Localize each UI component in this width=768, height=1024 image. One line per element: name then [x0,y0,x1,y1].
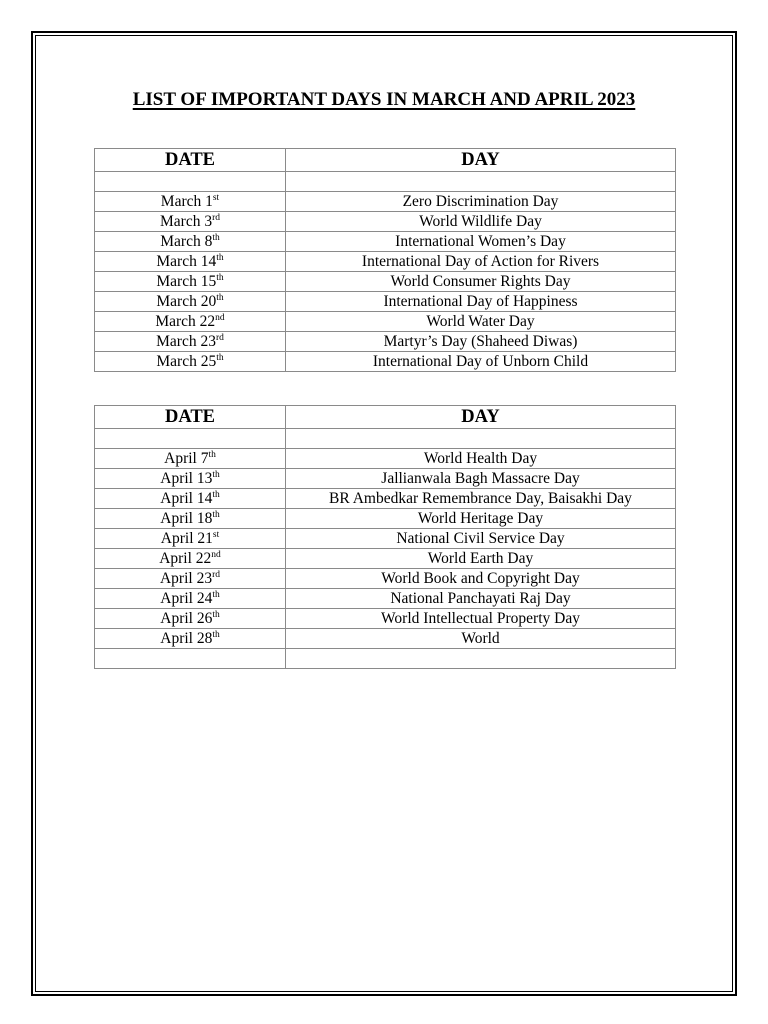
ordinal-suffix: th [212,509,220,520]
ordinal-suffix: th [212,469,220,480]
ordinal-suffix: st [212,192,220,203]
date-cell [95,569,286,589]
blank-cell [286,429,676,449]
day-cell: Martyr’s Day (Shaheed Diwas) [286,332,676,352]
day-cell: Zero Discrimination Day [286,192,676,212]
day-cell: World Consumer Rights Day [286,272,676,292]
date-cell [95,192,286,212]
table-row [95,489,676,509]
date-text: March 22 [155,313,216,330]
blank-cell [95,172,286,192]
date-cell [95,272,286,292]
blank-row [95,172,676,192]
date-cell [95,629,286,649]
day-cell: International Day of Action for Rivers [286,252,676,272]
table-row [95,332,676,352]
table-row [95,252,676,272]
document-title: LIST OF IMPORTANT DAYS IN MARCH AND APRIL 2023 [132,89,636,110]
date-text: April 13 [160,470,213,487]
blank-cell [286,172,676,192]
table-header-row [95,149,676,172]
ordinal-suffix: th [216,252,224,263]
date-text: April 24 [160,590,213,607]
date-text: March 1 [160,193,213,210]
table-row [95,469,676,489]
day-cell: World Book and Copyright Day [286,569,676,589]
date-cell [95,509,286,529]
table-row [95,509,676,529]
date-text: April 22 [159,550,212,567]
ordinal-suffix: rd [212,212,220,223]
date-cell [95,549,286,569]
blank-cell [286,649,676,669]
date-cell [95,489,286,509]
day-cell: World [286,629,676,649]
day-column-header: DAY [286,149,676,172]
ordinal-suffix: rd [215,332,224,343]
date-cell [95,212,286,232]
date-text: March 3 [160,213,213,230]
date-text: April 28 [160,630,213,647]
table-row [95,192,676,212]
ordinal-suffix: th [212,489,220,500]
date-column-header: DATE [95,149,286,172]
blank-row [95,429,676,449]
day-cell: International Day of Unborn Child [286,352,676,372]
day-column-header: DAY [286,406,676,429]
table-row [95,312,676,332]
date-column-header: DATE [95,406,286,429]
table-header-row [95,406,676,429]
table-row [95,232,676,252]
table-row [95,529,676,549]
ordinal-suffix: nd [211,549,221,560]
table-row [95,549,676,569]
table-row [95,272,676,292]
date-cell [95,332,286,352]
ordinal-suffix: th [208,449,216,460]
date-cell [95,609,286,629]
table-row [95,292,676,312]
date-cell [95,232,286,252]
ordinal-suffix: th [212,589,220,600]
day-cell: World Earth Day [286,549,676,569]
day-cell: National Panchayati Raj Day [286,589,676,609]
ordinal-suffix: th [216,292,224,303]
date-text: April 23 [159,570,213,587]
date-cell [95,529,286,549]
ordinal-suffix: th [212,232,220,243]
table-row [95,212,676,232]
table-row [95,449,676,469]
ordinal-suffix: st [212,529,220,540]
day-cell: National Civil Service Day [286,529,676,549]
date-text: March 23 [156,333,216,350]
date-text: March 15 [156,273,217,290]
april-days-table [94,405,676,669]
day-cell: Jallianwala Bagh Massacre Day [286,469,676,489]
table-row [95,589,676,609]
blank-row [95,649,676,669]
ordinal-suffix: nd [215,312,225,323]
day-cell: World Water Day [286,312,676,332]
day-cell: International Women’s Day [286,232,676,252]
date-cell [95,589,286,609]
day-cell: World Intellectual Property Day [286,609,676,629]
date-cell [95,352,286,372]
date-cell [95,292,286,312]
day-cell: World Health Day [286,449,676,469]
date-cell [95,469,286,489]
date-cell [95,449,286,469]
day-cell: International Day of Happiness [286,292,676,312]
march-days-table [94,148,676,372]
ordinal-suffix: rd [212,569,220,580]
date-cell [95,312,286,332]
ordinal-suffix: th [212,629,220,640]
blank-cell [95,429,286,449]
table-row [95,569,676,589]
ordinal-suffix: th [216,272,224,283]
table-row [95,352,676,372]
table-row [95,629,676,649]
date-text: March 14 [156,253,217,270]
blank-cell [95,649,286,669]
table-row [95,609,676,629]
date-text: April 21 [160,530,213,547]
ordinal-suffix: th [216,352,224,363]
date-text: April 7 [164,450,209,467]
ordinal-suffix: th [212,609,220,620]
date-text: April 14 [160,490,213,507]
date-text: March 8 [160,233,213,250]
day-cell: BR Ambedkar Remembrance Day, Baisakhi Day [286,489,676,509]
day-cell: World Heritage Day [286,509,676,529]
date-text: April 18 [160,510,213,527]
date-cell [95,252,286,272]
date-text: April 26 [160,610,213,627]
date-text: March 25 [156,353,217,370]
day-cell: World Wildlife Day [286,212,676,232]
date-text: March 20 [156,293,217,310]
